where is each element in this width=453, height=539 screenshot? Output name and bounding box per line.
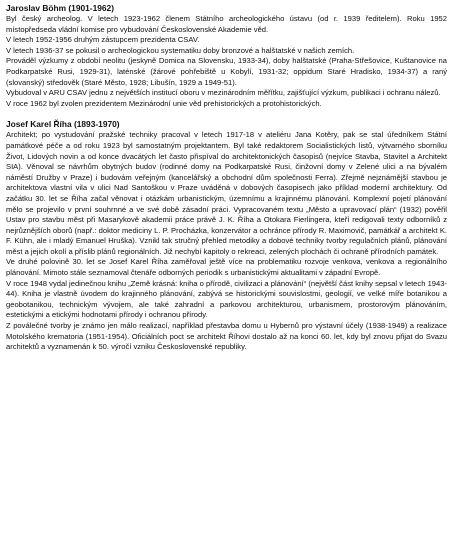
entry-paragraph: V letech 1936-37 se pokusil o archeologickou systematiku doby bronzové a halštatské v našich zemích.	[6, 45, 355, 55]
entry-paragraph: Prováděl výzkumy z období neolitu (jeskyně Domica na Slovensku, 1933-34), doby halštatské (Praha-Střešovice, Kuštanovice na Podkarpatské Rusi, 1929-31), laténské (žárové pohřebiště u Kobylí, 1931-32; oppidum Staré Hradisko, 1934-37) a raný (slovanský) středověk (Staré Město, 1928; Libušín, 1929 a 1949-51).	[6, 56, 447, 87]
entry-paragraph: Byl český archeolog. V letech 1923-1962 členem Státního archeologického ústavu (od r. 1939 ředitelem). Roku 1952 místopředseda vládní komise pro vybudování Československé Akademie věd.	[6, 14, 447, 34]
entry-heading: Josef Karel Říha (1893-1970)	[6, 119, 120, 130]
entry-paragraph: Vybudoval v ARU CSAV jednu z největších institucí oboru v mezinárodním měřítku, zajišťující výzkum, publikaci i ochranu nálezů.	[6, 88, 441, 98]
entry-riha	[6, 119, 447, 352]
entry-paragraph: Ve druhé polovině 30. let se Josef Karel Říha zaměřoval ještě více na problematiku rozvoje venkova, venkova a regionálního plánování. Mimoto stále seznamoval čtenáře odborných periodik s urbanistickými aktualitami v západní Evropě.	[6, 257, 447, 278]
entry-separator	[6, 109, 447, 119]
entry-paragraph: Z poválečné tvorby je známo jen málo realizací, například přestavba domu u Hybernů pro výstavní účely (1938-1949) a realizace Motolského krematoria (1951-1954). Oficiálních poct se architekt Říhovi dostalo až na konci 60. let, kdy byl znovu přijat do Svazu architektů a vyznamenán k 50. výročí vzniku Československé republiky.	[6, 321, 447, 352]
entry-paragraph: V roce 1948 vydal jedinečnou knihu „Země krásná: kniha o přírodě, civilizaci a plánování“ (největší část knihy sepsal v letech 1943-44). Kniha je vlastně úvodem do krajinného plánování, zabývá se historickými souvislostmi, geologií, ve velké míře botanikou a geobotanikou, technickým vývojem, ale také zahradní a parkovou architekturou, urbanismem, prostorovým plánováním, estetickými a etickými hodnotami přírody i ochranou přírody.	[6, 278, 447, 320]
entry-bohm	[6, 3, 447, 109]
entry-heading: Jaroslav Böhm (1901-1962)	[6, 3, 114, 13]
entry-paragraph: V letech 1952-1956 druhým zástupcem prezidenta CSAV.	[6, 35, 200, 45]
entry-paragraph: V roce 1962 byl zvolen prezidentem Mezinárodní unie věd prehistorických a protohistorických.	[6, 98, 322, 108]
entry-paragraph: Architekt; po vystudování pražské techniky pracoval v letech 1917-18 v ateliéru Jana Kotěry, pak se stal úředníkem Státní památkové péče a od roku 1923 byl samostatným projektantem. Byl také redaktorem Socialistických listů, výtvarného sborníku Život, Lidových novin a od konce dvacátých let často přispíval do architektonických časopisů (nejvíce Stavba, Stavitel a Architekt SIA). Věnoval se návrhům obytných budov (rodinné domy na Podkarpatské Rusi, činžovní domy v Zelené ulici a na bývalém náměstí Družby v Praze) i budovám veřejným (kancelářský a obchodní dům společnosti Ferra). Zřejmě nejznámější stavbou je architektova vlastní vila v ulici Nad Santoškou v Praze uváděná v dobových časopisech jako příklad moderní architektury. Od začátku 30. let se Říha začal věnovat i otázkám urbanistickým, územnímu a krajinnému plánování. Komplexní pojetí plánování mělo se projevilo v první souhrnné a ve své době zásadní práci. Vypracovaném textu „Město a upravovací plán“ (1932) pověřil Ustav pro stavbu měst při Masarykově akademii práce právě J. K. Říha a Otokara Fierlingera, kteří redigovali texty odborníků z nejrůznějších oborů (např.: doktor mediciny L. P. Procházka, konzervátor a ochránce přírody R. Maximovič, památkář a architekt K. F. Kühn, ale i mladý Emanuel Hruška). Vznikl tak stručný přehled metodiky a dobové techniky tvorby regulačních plánů, plánování měst a jejich okolí a příslib plánů regionálních. Již nechybí kapitoly o rekreaci, zelených plochách či ochraně přírodních památek.	[6, 130, 447, 256]
